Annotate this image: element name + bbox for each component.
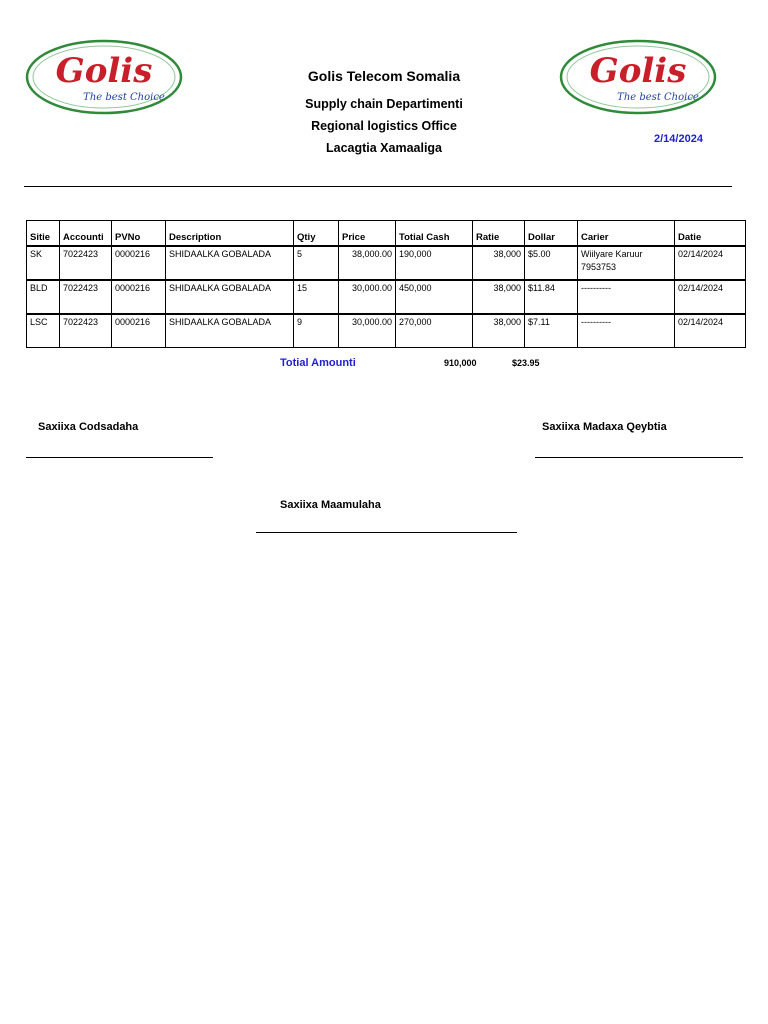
department-head-signature-label: Saxiixa Madaxa Qeybtia [542, 421, 667, 433]
table-row [27, 314, 746, 348]
logo-text: Golis [55, 51, 153, 91]
requester-signature-label: Saxiixa Codsadaha [38, 421, 139, 433]
total-amount-label: Totial Amounti [280, 357, 356, 369]
cell-rate: 38,000 [473, 246, 525, 280]
logo-tagline: The best Choice [83, 92, 165, 103]
cell-dollar: $11.84 [525, 280, 578, 314]
cell-cash: 270,000 [396, 314, 473, 348]
cell-pvno: 0000216 [112, 280, 166, 314]
cell-cash: 450,000 [396, 280, 473, 314]
col-header-dollar: Dollar [525, 221, 578, 247]
cell-carrier: ---------- [578, 280, 675, 314]
payment-table [26, 220, 746, 348]
col-header-account: Accounti [60, 221, 112, 247]
cell-price: 30,000.00 [339, 280, 396, 314]
cell-qty: 5 [294, 246, 339, 280]
cell-qty: 9 [294, 314, 339, 348]
cell-date: 02/14/2024 [675, 246, 746, 280]
cell-site: BLD [27, 280, 60, 314]
cell-price: 38,000.00 [339, 246, 396, 280]
table-row [27, 246, 746, 280]
manager-signature-line [256, 532, 517, 533]
cell-site: LSC [27, 314, 60, 348]
office-line: Regional logistics Office [311, 119, 457, 133]
cell-description: SHIDAALKA GOBALADA [166, 246, 294, 280]
col-header-qty: Qtiy [294, 221, 339, 247]
cell-price: 30,000.00 [339, 314, 396, 348]
cell-account: 7022423 [60, 246, 112, 280]
department-line: Supply chain Departimenti [305, 97, 463, 111]
table-row [27, 280, 746, 314]
total-cash-value: 910,000 [444, 358, 477, 368]
company-title: Golis Telecom Somalia [307, 68, 461, 84]
col-header-price: Price [339, 221, 396, 247]
logo-text: Golis [589, 51, 687, 91]
cell-pvno: 0000216 [112, 246, 166, 280]
col-header-carrier: Carier [578, 221, 675, 247]
cell-dollar: $7.11 [525, 314, 578, 348]
document-date: 2/14/2024 [654, 133, 703, 145]
carrier-name: Wiilyare Karuur [581, 249, 643, 259]
cell-dollar: $5.00 [525, 246, 578, 280]
cell-description: SHIDAALKA GOBALADA [166, 280, 294, 314]
cell-cash: 190,000 [396, 246, 473, 280]
cell-carrier: ---------- [578, 314, 675, 348]
header-divider [24, 186, 732, 187]
cell-date: 02/14/2024 [675, 280, 746, 314]
manager-signature-label: Saxiixa Maamulaha [280, 499, 381, 511]
cell-carrier [578, 246, 675, 280]
logo-tagline: The best Choice [617, 92, 699, 103]
col-header-pvno: PVNo [112, 221, 166, 247]
col-header-description: Description [166, 221, 294, 247]
cell-date: 02/14/2024 [675, 314, 746, 348]
col-header-site: Sitie [27, 221, 60, 247]
requester-signature-line [26, 457, 213, 458]
carrier-phone: 7953753 [581, 262, 617, 272]
cell-account: 7022423 [60, 280, 112, 314]
cell-description: SHIDAALKA GOBALADA [166, 314, 294, 348]
department-head-signature-line [535, 457, 743, 458]
cell-site: SK [27, 246, 60, 280]
cell-rate: 38,000 [473, 314, 525, 348]
cell-qty: 15 [294, 280, 339, 314]
total-dollar-value: $23.95 [512, 358, 540, 368]
col-header-rate: Ratie [473, 221, 525, 247]
col-header-cash: Totial Cash [396, 221, 473, 247]
cell-account: 7022423 [60, 314, 112, 348]
col-header-date: Datie [675, 221, 746, 247]
cell-rate: 38,000 [473, 280, 525, 314]
cell-pvno: 0000216 [112, 314, 166, 348]
document-type-line: Lacagtia Xamaaliga [325, 141, 443, 155]
table-header-row [27, 221, 746, 247]
